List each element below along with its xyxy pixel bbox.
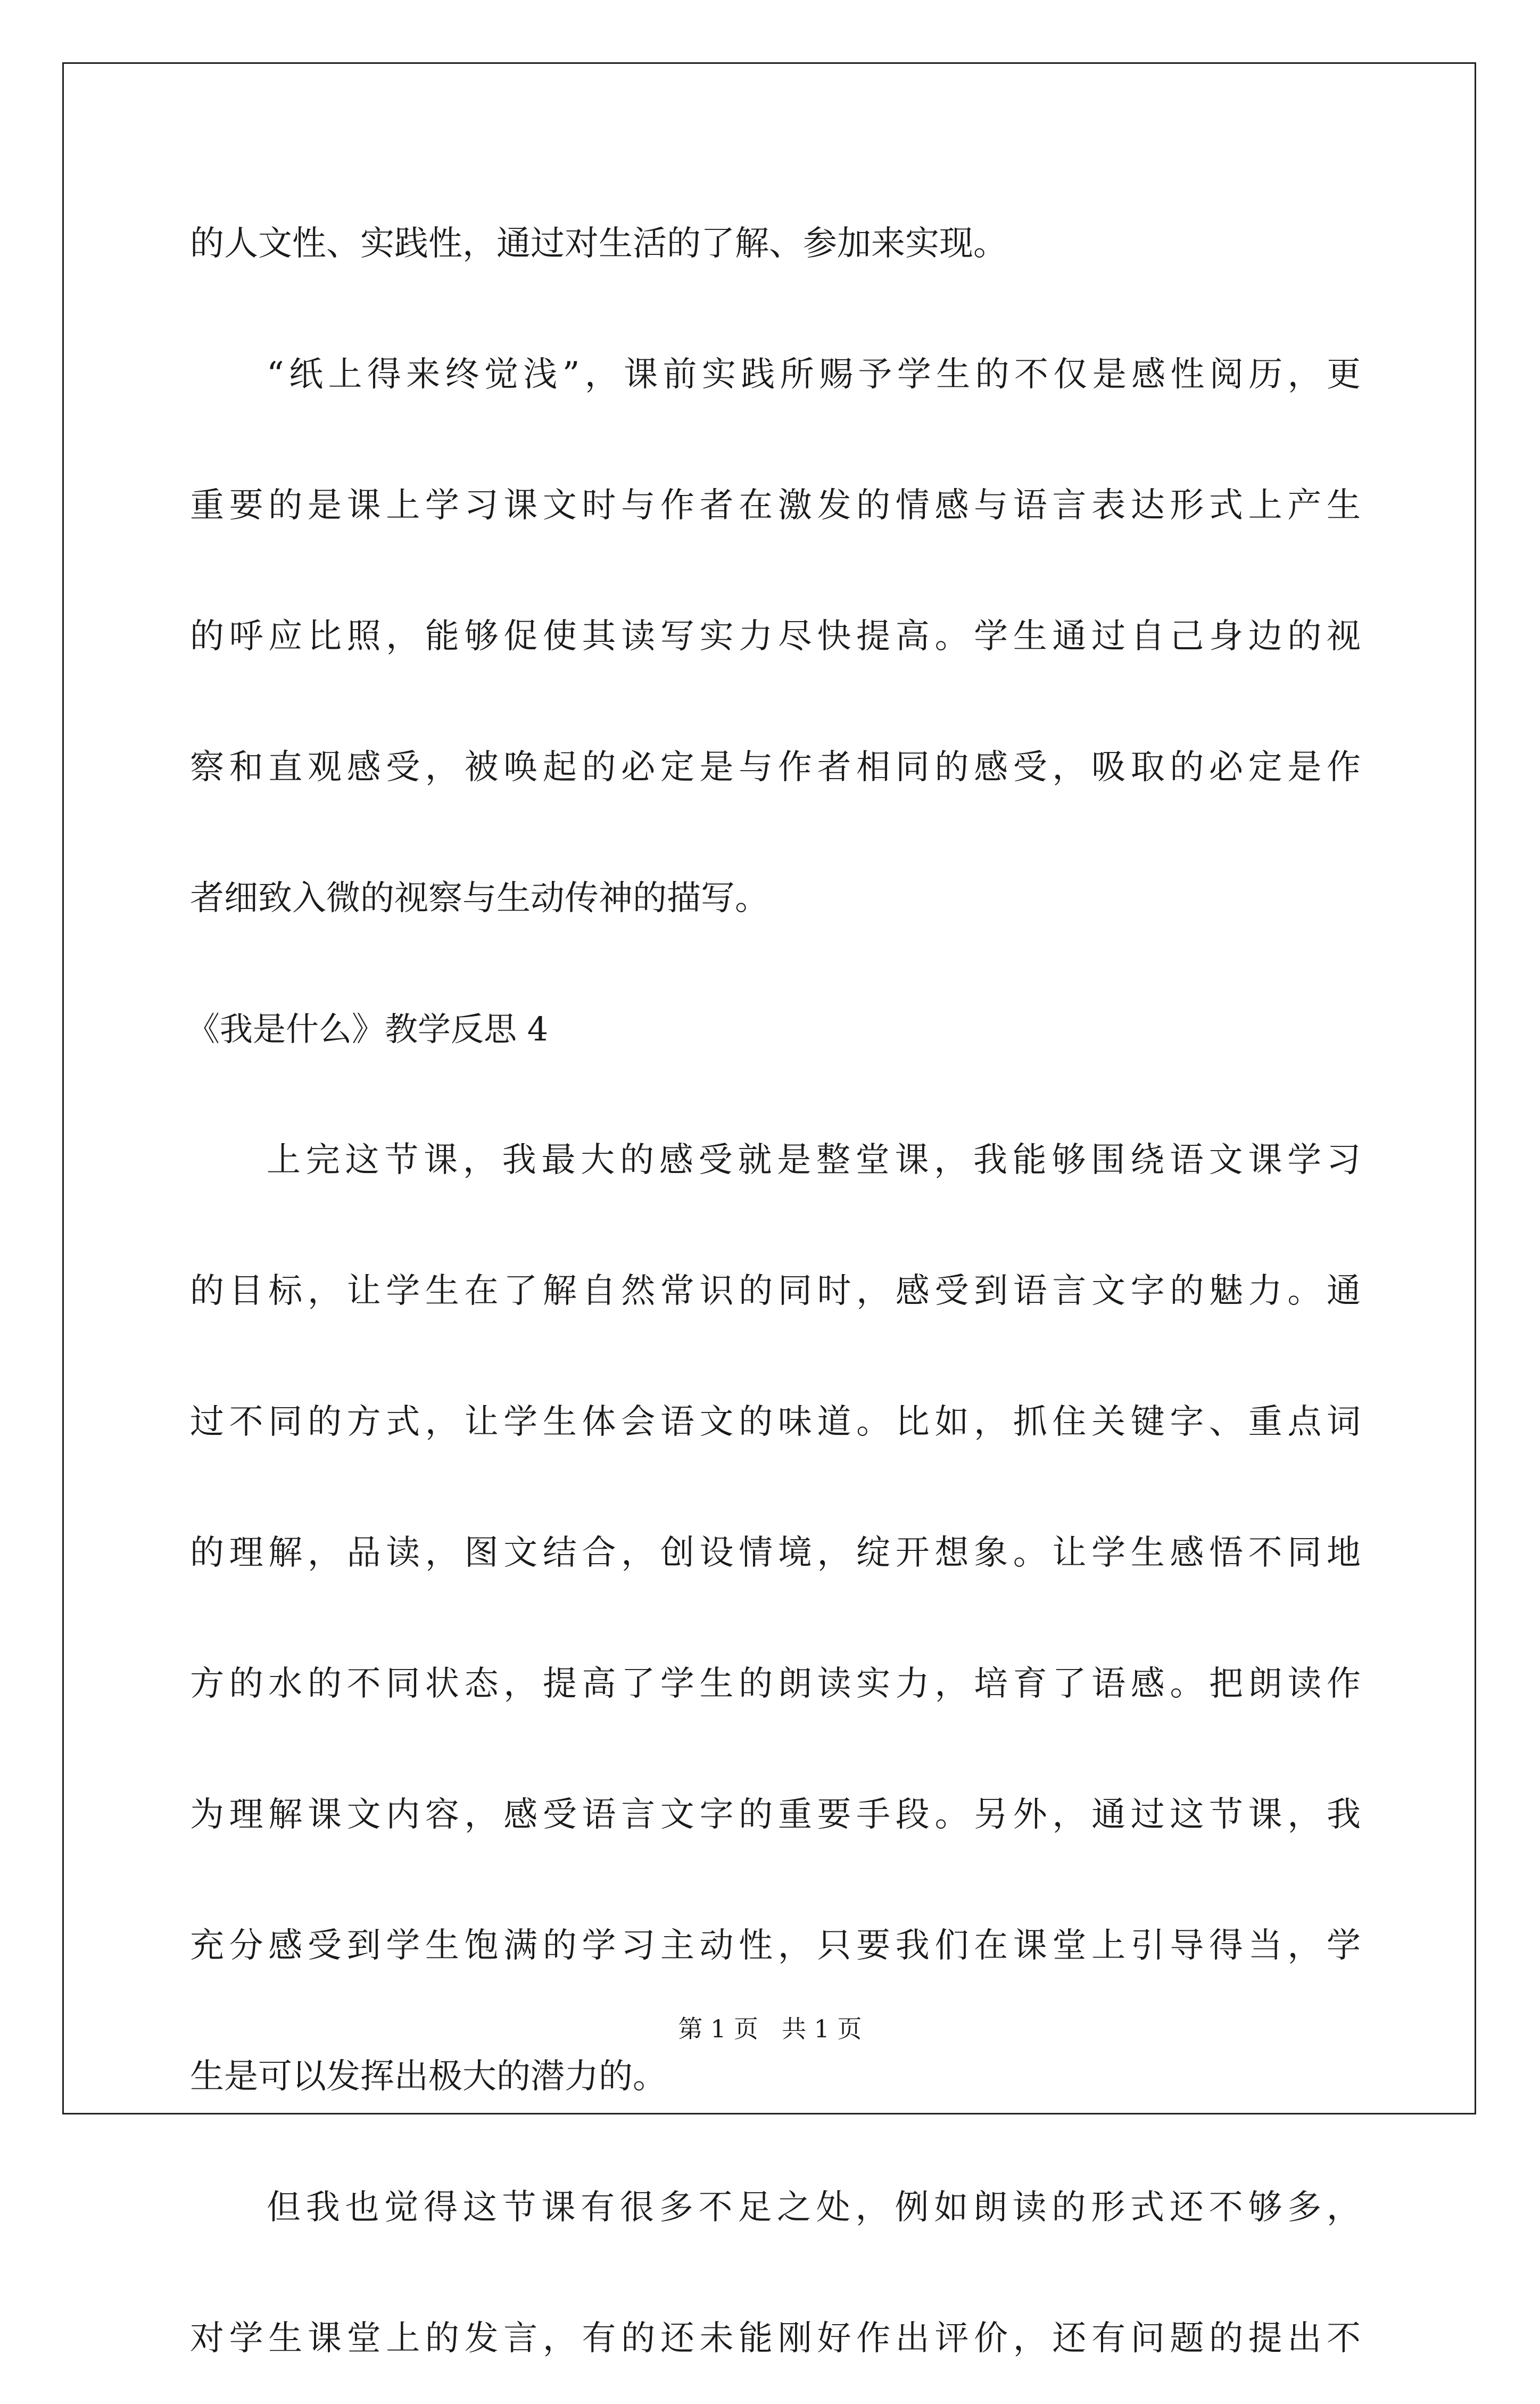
paragraph-line: 为理解课文内容，感受语言文字的重要手段。另外，通过这节课，我 (190, 1795, 1361, 1835)
paragraph-line: 上完这节课，我最大的感受就是整堂课，我能够围绕语文课学习 (267, 1141, 1361, 1180)
page-number: 第 1 页 (678, 2014, 758, 2043)
paragraph-line: 但我也觉得这节课有很多不足之处，例如朗读的形式还不够多， (267, 2188, 1361, 2227)
page-footer (0, 2010, 1540, 2045)
paragraph-line: 重要的是课上学习课文时与作者在激发的情感与语言表达形式上产生 (190, 486, 1361, 525)
total-pages: 共 1 页 (782, 2014, 862, 2043)
paragraph-line: 充分感受到学生饱满的学习主动性，只要我们在课堂上引导得当，学 (190, 1926, 1361, 1965)
section-heading: 《我是什么》教学反思 4 (187, 1010, 549, 1048)
paragraph-line: 者细致入微的视察与生动传神的描写。 (190, 879, 769, 918)
paragraph-line: 察和直观感受，被唤起的必定是与作者相同的感受，吸取的必定是作 (190, 748, 1361, 787)
paragraph-line: 方的水的不同状态，提高了学生的朗读实力，培育了语感。把朗读作 (190, 1664, 1361, 1704)
paragraph-line: 的理解，品读，图文结合，创设情境，绽开想象。让学生感悟不同地 (190, 1533, 1361, 1573)
paragraph-line: 的人文性、实践性，通过对生活的了解、参加来实现。 (190, 224, 1007, 263)
paragraph-line: 过不同的方式，让学生体会语文的味道。比如，抓住关键字、重点词 (190, 1402, 1361, 1442)
paragraph-line: 生是可以发挥出极大的潜力的。 (190, 2057, 667, 2096)
paragraph-line: 的目标，让学生在了解自然常识的同时，感受到语言文字的魅力。通 (190, 1271, 1361, 1311)
document-body (187, 178, 1361, 2404)
paragraph-line: “纸上得来终觉浅”，课前实践所赐予学生的不仅是感性阅历，更 (267, 355, 1361, 394)
paragraph-line: 对学生课堂上的发言，有的还未能刚好作出评价，还有问题的提出不 (190, 2319, 1361, 2358)
paragraph-line: 的呼应比照，能够促使其读写实力尽快提高。学生通过自己身边的视 (190, 617, 1361, 656)
